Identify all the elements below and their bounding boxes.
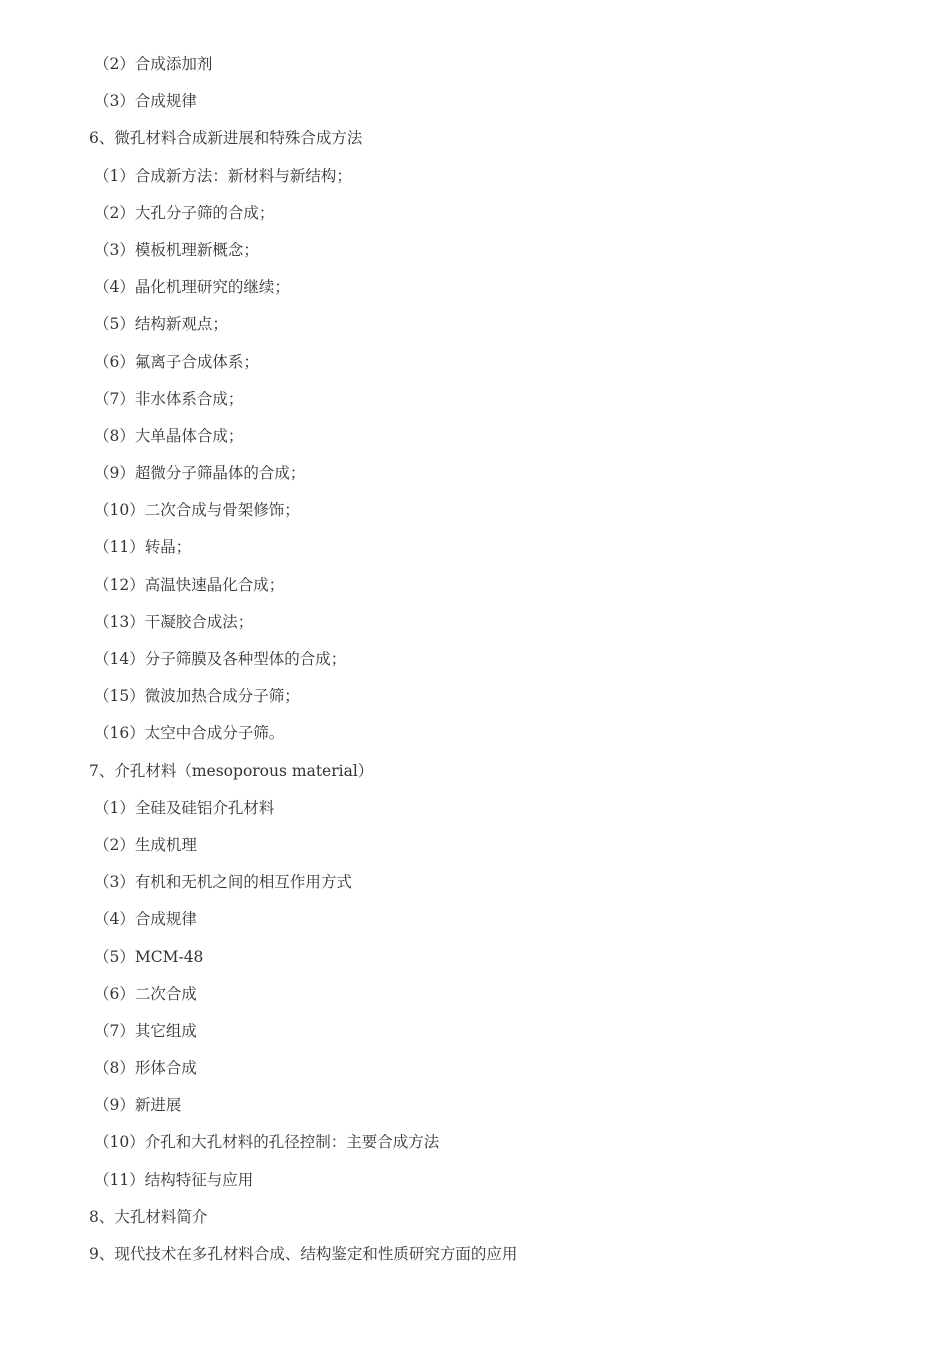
list-item: （11）结构特征与应用 [94,1170,254,1189]
list-item: （3）合成规律 [94,92,197,111]
list-item: （10）介孔和大孔材料的孔径控制：主要合成方法 [94,1133,440,1152]
list-item: （16）太空中合成分子筛。 [94,724,285,743]
list-item: （14）分子筛膜及各种型体的合成； [94,650,347,668]
list-item: （9）超微分子筛晶体的合成； [94,464,306,483]
list-item: （13）干凝胶合成法； [94,612,254,631]
section-heading: 6、微孔材料合成新进展和特殊合成方法 [89,129,363,148]
section-heading: 9、现代技术在多孔材料合成、结构鉴定和性质研究方面的应用 [89,1245,518,1263]
list-item: （1）全硅及硅铝介孔材料 [94,798,275,817]
list-item: （11）转晶； [94,538,192,557]
list-item: （6）氟离子合成体系； [94,352,259,371]
list-item: （7）其它组成 [94,1021,197,1040]
list-item: （4）晶化机理研究的继续； [94,278,290,297]
list-item: （10）二次合成与骨架修饰； [94,501,300,520]
section-heading: 7、介孔材料（mesoporous material） [89,761,374,780]
list-item: （2）大孔分子筛的合成； [94,203,275,222]
list-item: （12）高温快速晶化合成； [94,575,285,594]
list-item: （6）二次合成 [94,984,197,1003]
list-item: （1）合成新方法：新材料与新结构； [94,166,352,185]
list-item: （5）结构新观点； [94,315,228,334]
list-item: （2）生成机理 [94,835,197,854]
list-item: （3）有机和无机之间的相互作用方式 [94,873,352,892]
document-body [0,46,951,1273]
list-item: （8）形体合成 [94,1059,197,1078]
list-item: （8）大单晶体合成； [94,426,244,445]
list-item: （15）微波加热合成分子筛； [94,687,300,706]
list-item: （5）MCM-48 [94,947,204,966]
list-item: （9）新进展 [94,1096,182,1115]
list-item: （7）非水体系合成； [94,389,244,408]
list-item: （3）模板机理新概念； [94,240,259,259]
list-item: （4）合成规律 [94,910,197,929]
list-item: （2）合成添加剂 [94,55,213,73]
section-heading: 8、大孔材料简介 [89,1207,208,1226]
